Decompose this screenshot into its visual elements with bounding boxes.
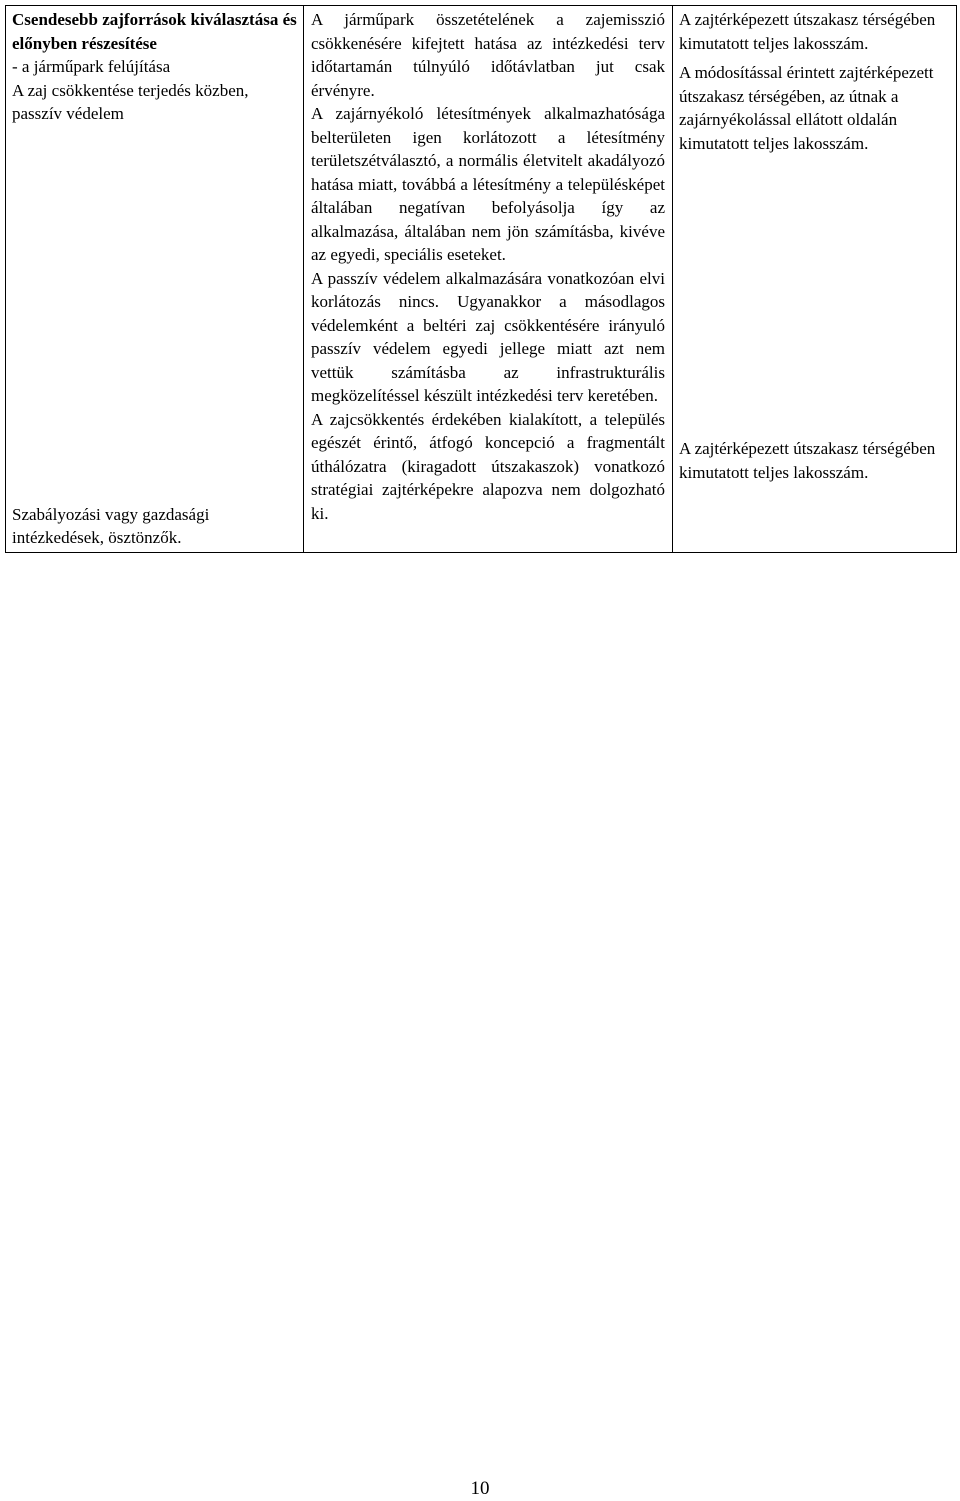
measures-table — [5, 5, 957, 553]
measure-regulation: Szabályozási vagy gazdasági intézkedések, ösztönzők. — [12, 504, 210, 547]
justification-paragraph-3: A passzív védelem alkalmazására vonatkozóan elvi korlátozás nincs. Ugyanakkor a másodlagos védelemként a beltéri zaj csökkentésére irányuló passzív védelem egyedi jellege miatt azt nem vettük számításba az infrastrukturális megközelítéssel készült intézkedési terv keretében. — [311, 268, 665, 405]
population-cell — [673, 6, 957, 553]
measure-cell — [6, 6, 304, 553]
justification-paragraph-4: A zajcsökkentés érdekében kialakított, a település egészét érintő, átfogó koncepció a fragmentált úthálózatra (kiragadott útszakaszok) vonatkozó stratégiai zajtérképekre alapozva nem dolgozható ki. — [311, 409, 665, 523]
justification-paragraph-1: A járműpark összetételének a zajemisszió csökkenésére kifejtett hatása az intézkedési terv időtartamán túlnyúló időtávlatban jut csak érvényre. — [311, 10, 665, 100]
population-note-3: A zajtérképezett útszakasz térségében kimutatott teljes lakosszám. — [679, 439, 936, 482]
table-row — [6, 6, 957, 553]
justification-paragraph-2: A zajárnyékoló létesítmények alkalmazhatósága belterületen igen korlátozott a létesítmény területszétválasztó, a normális életvitelt akadályozó hatása miatt, továbbá a létesítmény a településképet általában negatívan befolyásolja így az alkalmazása, általában nem jön számításba, kivéve az egyedi, speciális eseteket. — [311, 104, 665, 264]
justification-cell — [304, 6, 673, 553]
page-number: 10 — [470, 1478, 490, 1499]
measure-subtitle: - a járműpark felújítása — [12, 57, 171, 76]
measure-title: Csendesebb zajforrások kiválasztása és előnyben részesítése — [12, 10, 297, 53]
measure-passive-protection: A zaj csökkentése terjedés közben, passzív védelem — [12, 80, 249, 123]
population-note-2: A módosítással érintett zajtérképezett útszakasz térségében, az útnak a zajárnyékolással ellátott oldalán kimutatott teljes lakosszám. — [679, 63, 934, 153]
population-note-1: A zajtérképezett útszakasz térségében kimutatott teljes lakosszám. — [679, 10, 936, 53]
